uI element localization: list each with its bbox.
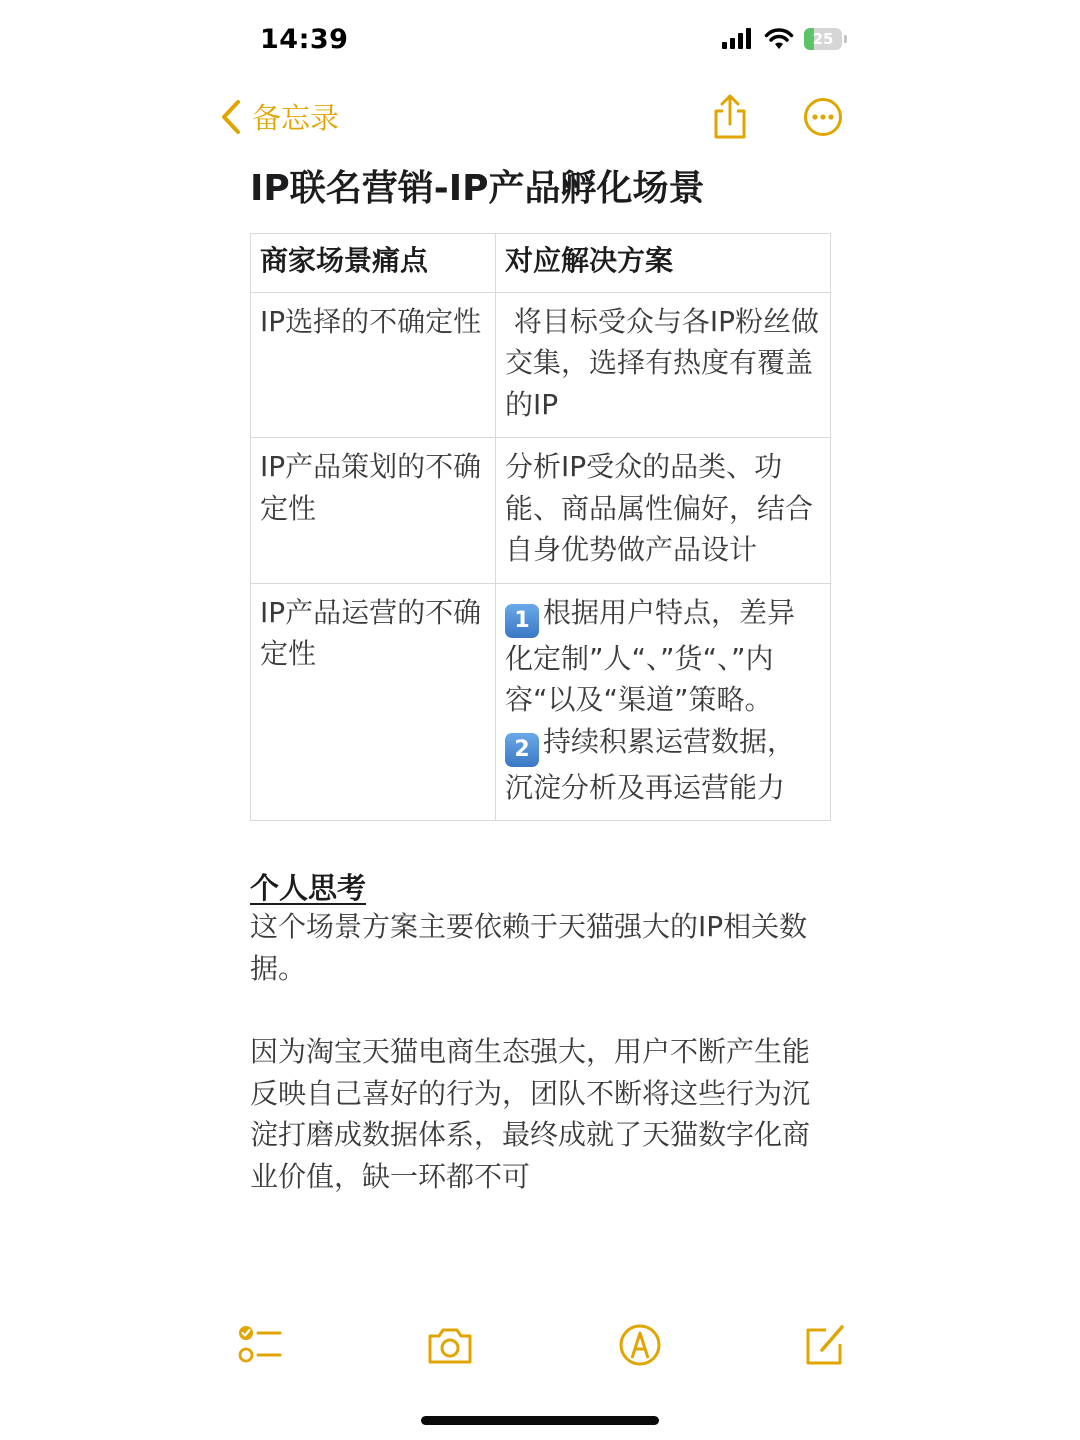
battery-icon (804, 28, 842, 50)
compose-button[interactable] (802, 1322, 850, 1368)
solution-text-part-1: 根据用户特点，差异化定制”人“、”货“、”内容“以及“渠道”策略。 (505, 595, 796, 716)
table-header-row (251, 234, 831, 293)
wifi-icon (764, 28, 794, 50)
camera-icon (426, 1322, 474, 1368)
home-indicator[interactable] (421, 1416, 659, 1425)
status-icons (722, 28, 847, 50)
table-cell-pain[interactable]: IP选择的不确定性 (251, 292, 496, 438)
battery-cap (844, 35, 847, 43)
status-time: 14:39 (260, 24, 349, 55)
table-header-cell[interactable]: 对应解决方案 (496, 234, 831, 293)
section-heading[interactable]: 个人思考 (250, 871, 367, 905)
solution-text-part-2: 持续积累运营数据，沉淀分析及再运营能力 (505, 724, 796, 804)
table-cell-solution[interactable]: 将目标受众与各IP粉丝做交集，选择有热度有覆盖的IP (496, 292, 831, 438)
more-icon (803, 97, 843, 137)
note-paragraph[interactable]: 这个场景方案主要依赖于天猫强大的IP相关数据。 (250, 910, 808, 985)
table-row (251, 292, 831, 438)
table-cell-pain[interactable]: IP产品策划的不确定性 (251, 438, 496, 584)
signal-icon (722, 28, 754, 50)
table-row (251, 583, 831, 821)
chevron-left-icon (220, 99, 242, 135)
camera-button[interactable] (426, 1322, 474, 1368)
table-cell-solution[interactable] (496, 583, 831, 821)
table-cell-pain[interactable]: IP产品运营的不确定性 (251, 583, 496, 821)
number-2-badge-icon: 2 (505, 733, 539, 767)
compose-icon (802, 1322, 850, 1368)
table-row (251, 438, 831, 584)
markup-button[interactable] (616, 1322, 664, 1368)
table-header-cell[interactable]: 商家场景痛点 (251, 234, 496, 293)
checklist-button[interactable] (236, 1322, 284, 1368)
checklist-icon (236, 1322, 284, 1368)
markup-icon (616, 1322, 664, 1368)
back-button[interactable] (220, 96, 339, 137)
table-cell-solution[interactable]: 分析IP受众的品类、功能、商品属性偏好，结合自身优势做产品设计 (496, 438, 831, 584)
note-table[interactable] (250, 233, 831, 821)
back-label: 备忘录 (252, 101, 340, 135)
number-1-badge-icon: 1 (505, 604, 539, 638)
share-icon (710, 94, 750, 140)
note-title[interactable]: IP联名营销-IP产品孵化场景 (250, 168, 705, 209)
share-button[interactable] (710, 94, 750, 140)
note-paragraph[interactable]: 因为淘宝天猫电商生态强大，用户不断产生能反映自己喜好的行为，团队不断将这些行为沉淀打磨成数据体系，最终成就了天猫数字化商业价值，缺一环都不可 (250, 1035, 811, 1193)
battery-percent: 25 (812, 30, 834, 48)
more-button[interactable] (803, 97, 843, 137)
